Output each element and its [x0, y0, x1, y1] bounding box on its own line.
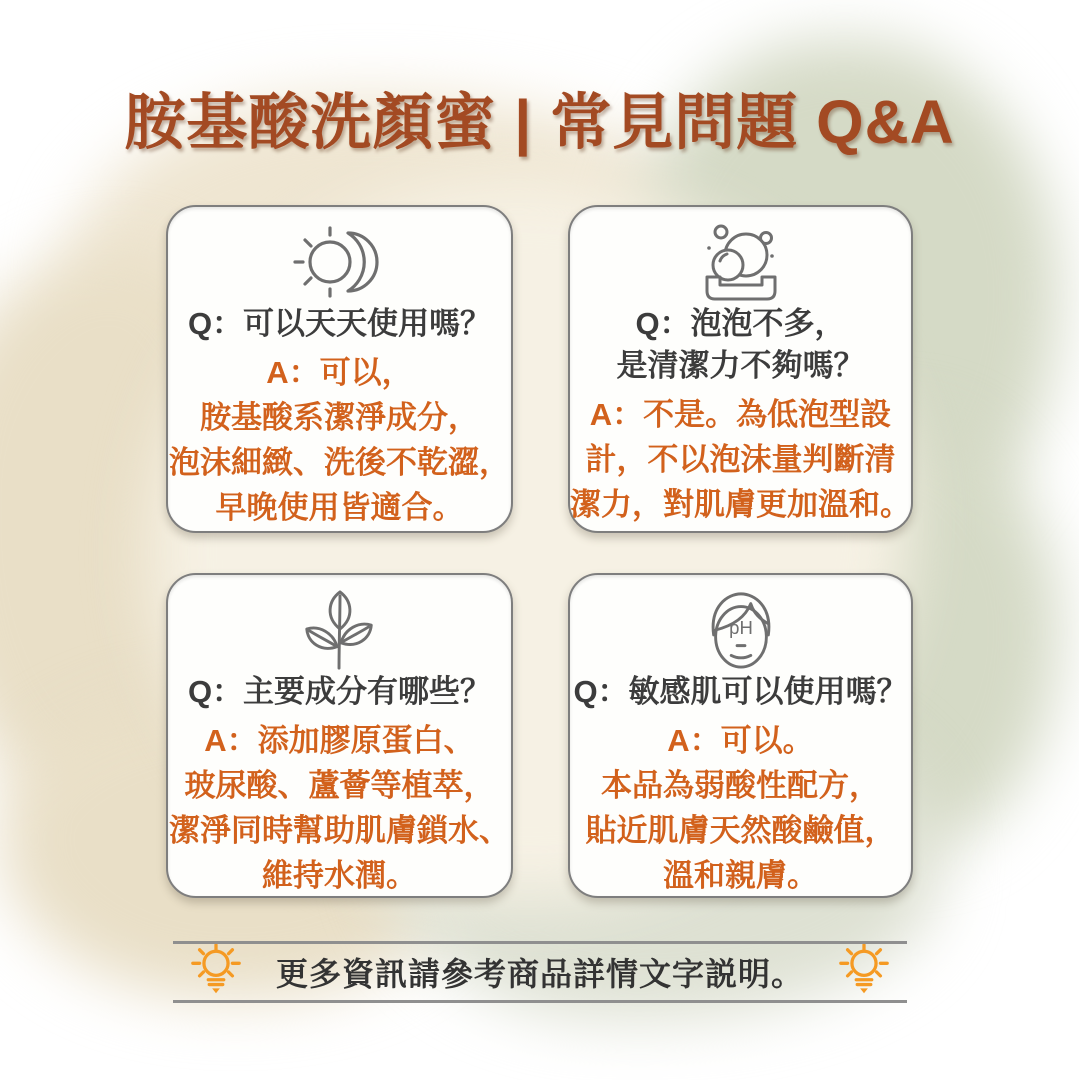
- answer-block: [169, 718, 510, 898]
- card-icon-wrap: [700, 589, 782, 671]
- answer-line: 潔淨同時幫助肌膚鎖水、: [169, 813, 510, 848]
- faq-card-sensitive-skin: [568, 573, 913, 898]
- answer-line: 玻尿酸、蘆薈等植萃，: [184, 768, 495, 803]
- answer-line: 貼近肌膚天然酸鹼值，: [585, 813, 896, 848]
- answer-line: 溫和親膚。: [663, 858, 818, 893]
- day-night-icon: [284, 223, 396, 301]
- question-block: [188, 303, 491, 345]
- question-line: Q：敏感肌可以使用嗎？: [573, 674, 908, 709]
- answer-line: 泡沫細緻、洗後不乾澀，: [169, 445, 510, 480]
- answer-block: [586, 718, 896, 898]
- faq-card-low-foam: [568, 205, 913, 533]
- card-icon-wrap: [284, 221, 396, 303]
- answer-line: A：可以。: [667, 723, 814, 758]
- faq-card-daily-use: [166, 205, 513, 533]
- question-line: Q：泡泡不多，: [635, 306, 846, 341]
- answer-line: 維持水潤。: [262, 858, 417, 893]
- question-block: [617, 303, 865, 387]
- answer-line: 計，不以泡沫量判斷清: [585, 442, 896, 477]
- plant-leaves-icon: [299, 588, 381, 672]
- question-block: [188, 671, 491, 713]
- question-line: 是清潔力不夠嗎？: [616, 348, 865, 383]
- card-icon-wrap: [299, 589, 381, 671]
- answer-line: 早晚使用皆適合。: [215, 490, 464, 525]
- answer-line: 胺基酸系潔淨成分，: [200, 400, 479, 435]
- footer-text: 更多資訊請參考商品詳情文字説明。: [275, 956, 804, 992]
- faq-card-ingredients: [166, 573, 513, 898]
- lightbulb-icon: [838, 944, 890, 1000]
- card-icon-wrap: [699, 221, 783, 303]
- footer-note: [173, 941, 907, 1003]
- face-ph-icon: [700, 589, 782, 671]
- svg-text:pH: pH: [728, 616, 753, 638]
- lightbulb-icon: [190, 944, 242, 1000]
- answer-block: [570, 392, 911, 527]
- question-block: [573, 671, 907, 713]
- answer-line: 本品為弱酸性配方，: [601, 768, 880, 803]
- page-title: 胺基酸洗顏蜜 | 常見問題 Q&A: [124, 88, 955, 156]
- answer-line: A：不是。為低泡型設: [589, 397, 892, 432]
- bubbles-dish-icon: [699, 222, 783, 302]
- question-line: Q：主要成分有哪些？: [187, 674, 492, 709]
- question-line: Q：可以天天使用嗎？: [187, 306, 492, 341]
- answer-line: 潔力，對肌膚更加溫和。: [570, 487, 911, 522]
- answer-block: [169, 350, 510, 530]
- answer-line: A：添加膠原蛋白、: [204, 723, 475, 758]
- faq-grid: [166, 205, 913, 898]
- answer-line: A：可以，: [266, 355, 413, 390]
